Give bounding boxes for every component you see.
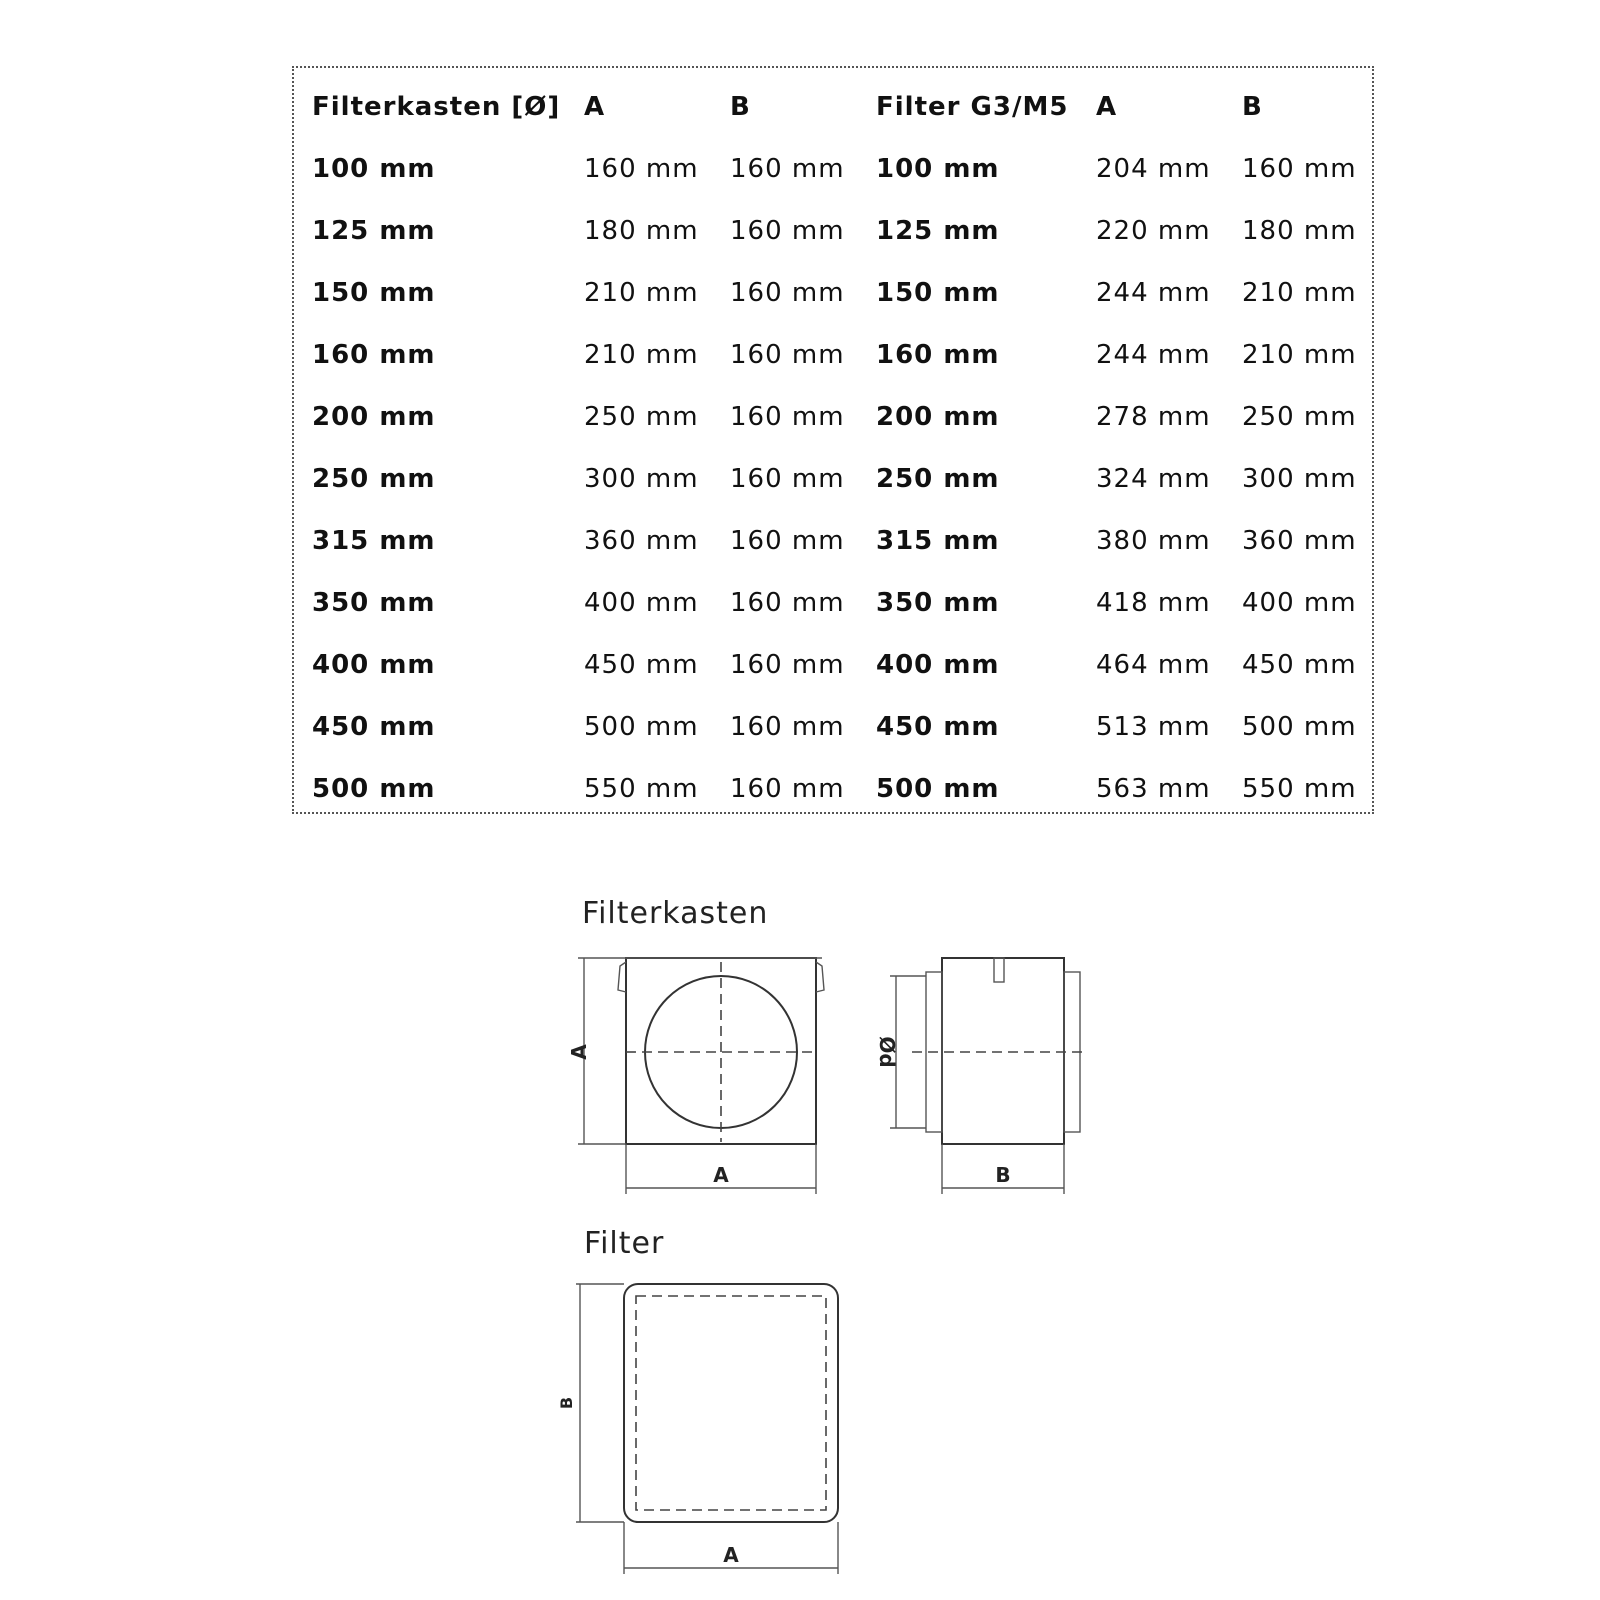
dimension-label-diameter: Ød <box>875 1036 899 1068</box>
cell-box-a: 300 mm <box>584 464 699 494</box>
cell-box-a: 180 mm <box>584 216 699 246</box>
cell-filter-a: 244 mm <box>1096 278 1211 308</box>
cell-box-b: 160 mm <box>730 712 845 742</box>
cell-filter-b: 250 mm <box>1242 402 1357 432</box>
cell-box-b: 160 mm <box>730 588 845 618</box>
cell-box-b: 160 mm <box>730 278 845 308</box>
cell-box-b: 160 mm <box>730 216 845 246</box>
cell-filter-a: 204 mm <box>1096 154 1211 184</box>
cell-filter-diameter: 150 mm <box>876 278 1000 308</box>
cell-box-diameter: 315 mm <box>312 526 436 556</box>
filterkasten-side-view <box>875 958 1086 1194</box>
cell-box-a: 360 mm <box>584 526 699 556</box>
cell-filter-diameter: 400 mm <box>876 650 1000 680</box>
cell-box-b: 160 mm <box>730 650 845 680</box>
cell-box-a: 400 mm <box>584 588 699 618</box>
cell-box-a: 450 mm <box>584 650 699 680</box>
side-clip <box>994 958 1004 982</box>
cell-filter-a: 220 mm <box>1096 216 1211 246</box>
cell-box-diameter: 350 mm <box>312 588 436 618</box>
cell-box-b: 160 mm <box>730 402 845 432</box>
header-b: B <box>730 92 751 122</box>
cell-box-diameter: 200 mm <box>312 402 436 432</box>
cell-box-b: 160 mm <box>730 526 845 556</box>
dimension-label-a-filter: A <box>723 1543 739 1567</box>
cell-filter-b: 210 mm <box>1242 278 1357 308</box>
cell-box-diameter: 500 mm <box>312 774 436 804</box>
header-filter-a: A <box>1096 92 1118 122</box>
cell-box-diameter: 150 mm <box>312 278 436 308</box>
cell-filter-a: 324 mm <box>1096 464 1211 494</box>
cell-filter-diameter: 450 mm <box>876 712 1000 742</box>
cell-box-b: 160 mm <box>730 774 845 804</box>
filterkasten-front-view <box>567 958 824 1194</box>
cell-box-diameter: 125 mm <box>312 216 436 246</box>
cell-filter-a: 418 mm <box>1096 588 1211 618</box>
cell-filter-b: 550 mm <box>1242 774 1357 804</box>
cell-filter-b: 360 mm <box>1242 526 1357 556</box>
cell-box-a: 550 mm <box>584 774 699 804</box>
filter-inner-dashed <box>636 1296 826 1510</box>
cell-box-diameter: 450 mm <box>312 712 436 742</box>
cell-filter-diameter: 100 mm <box>876 154 1000 184</box>
cell-filter-diameter: 250 mm <box>876 464 1000 494</box>
cell-filter-diameter: 500 mm <box>876 774 1000 804</box>
cell-filter-diameter: 125 mm <box>876 216 1000 246</box>
cell-filter-diameter: 350 mm <box>876 588 1000 618</box>
cell-box-b: 160 mm <box>730 340 845 370</box>
cell-filter-b: 180 mm <box>1242 216 1357 246</box>
cell-filter-b: 500 mm <box>1242 712 1357 742</box>
cell-filter-a: 563 mm <box>1096 774 1211 804</box>
cell-box-diameter: 250 mm <box>312 464 436 494</box>
dimension-label-b: B <box>995 1163 1011 1187</box>
cell-box-b: 160 mm <box>730 464 845 494</box>
cell-box-a: 210 mm <box>584 340 699 370</box>
cell-filter-b: 300 mm <box>1242 464 1357 494</box>
filter-drawing-title: Filter <box>584 1226 665 1261</box>
cell-box-b: 160 mm <box>730 154 845 184</box>
cell-box-a: 160 mm <box>584 154 699 184</box>
cell-filter-diameter: 315 mm <box>876 526 1000 556</box>
filter-view <box>557 1284 838 1574</box>
cell-filter-b: 450 mm <box>1242 650 1357 680</box>
cell-filter-b: 160 mm <box>1242 154 1357 184</box>
filter-outline <box>624 1284 838 1522</box>
clip-right <box>816 962 824 992</box>
header-a: A <box>584 92 606 122</box>
dimension-label-a-horizontal: A <box>713 1163 729 1187</box>
cell-filter-a: 278 mm <box>1096 402 1211 432</box>
cell-box-a: 500 mm <box>584 712 699 742</box>
cell-filter-diameter: 160 mm <box>876 340 1000 370</box>
header-filter: Filter G3/M5 <box>876 92 1069 122</box>
dimension-label-a-vertical: A <box>567 1044 591 1060</box>
cell-filter-a: 464 mm <box>1096 650 1211 680</box>
filterkasten-drawing-title: Filterkasten <box>582 896 769 931</box>
box-side-outline <box>942 958 1064 1144</box>
header-filter-b: B <box>1242 92 1263 122</box>
dimension-label-b-vertical: B <box>557 1396 576 1410</box>
cell-filter-a: 244 mm <box>1096 340 1211 370</box>
clip-left <box>618 962 626 992</box>
cell-box-diameter: 100 mm <box>312 154 436 184</box>
cell-filter-b: 210 mm <box>1242 340 1357 370</box>
cell-filter-a: 380 mm <box>1096 526 1211 556</box>
header-filterkasten: Filterkasten [Ø] <box>312 92 561 122</box>
cell-filter-a: 513 mm <box>1096 712 1211 742</box>
cell-box-diameter: 160 mm <box>312 340 436 370</box>
cell-box-a: 250 mm <box>584 402 699 432</box>
cell-box-a: 210 mm <box>584 278 699 308</box>
cell-filter-b: 400 mm <box>1242 588 1357 618</box>
cell-filter-diameter: 200 mm <box>876 402 1000 432</box>
cell-box-diameter: 400 mm <box>312 650 436 680</box>
